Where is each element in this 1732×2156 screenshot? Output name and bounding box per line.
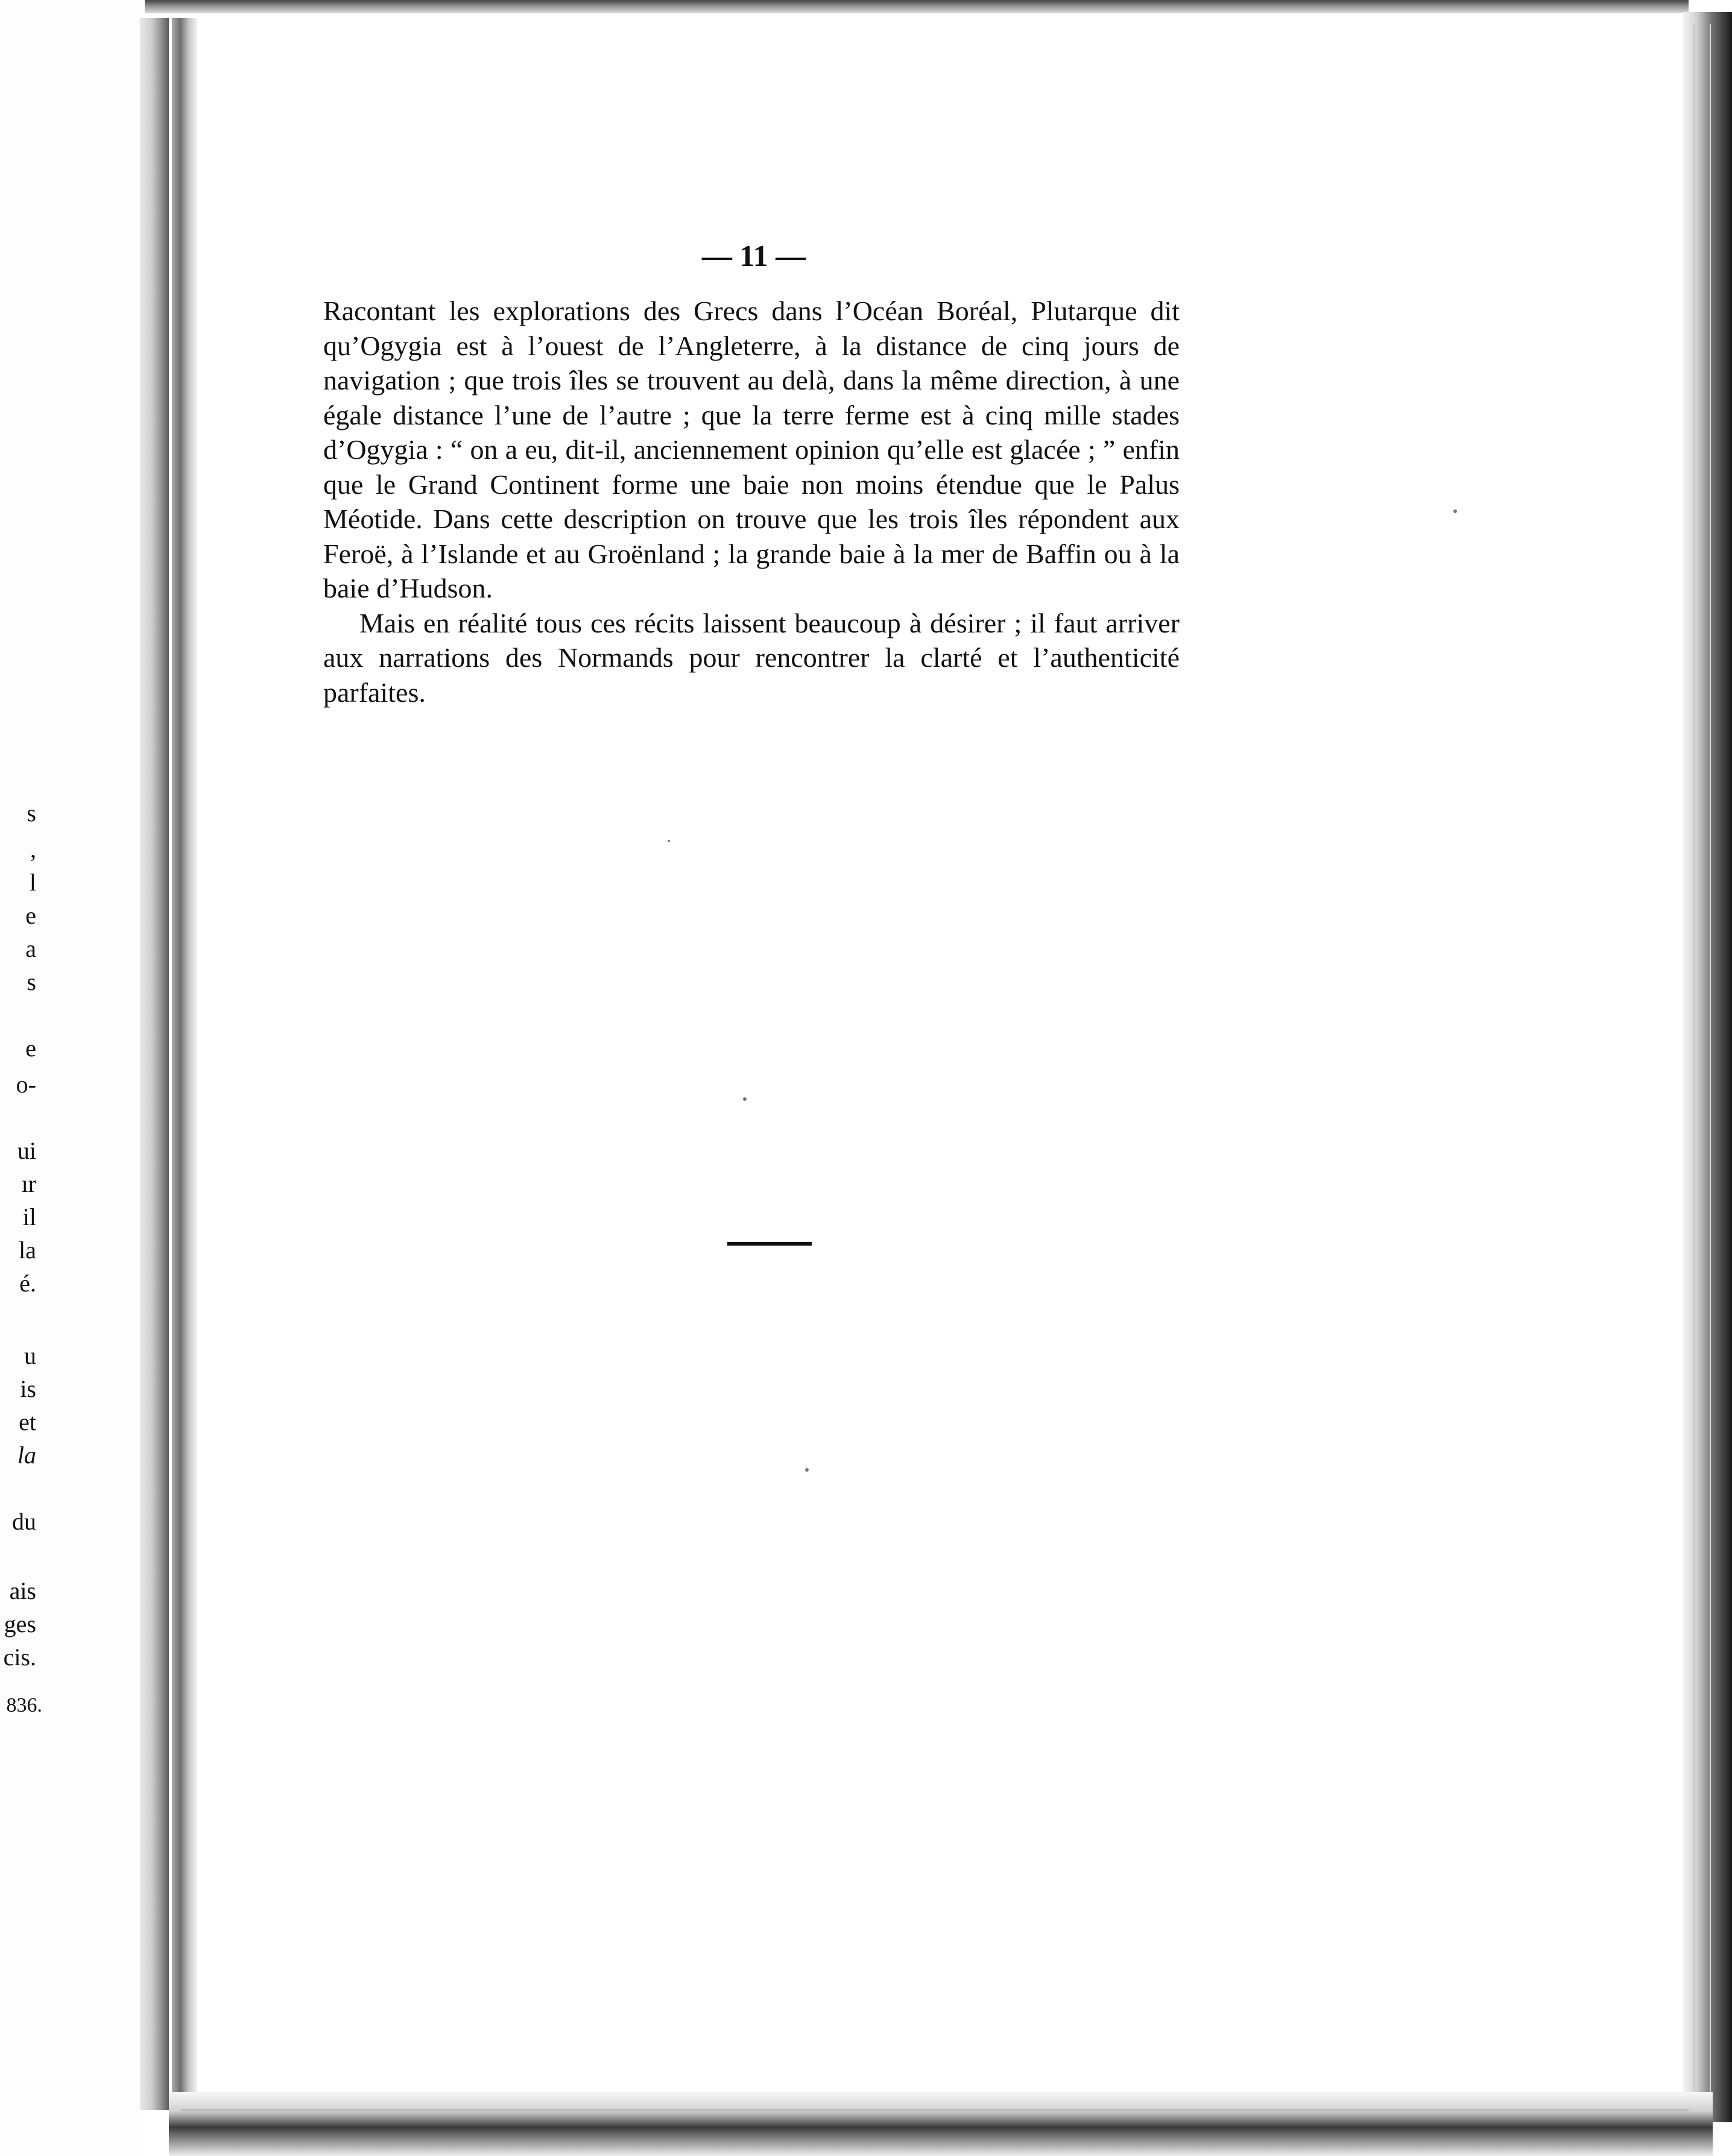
paper-speck xyxy=(668,840,670,842)
facing-page-text: is xyxy=(20,1375,36,1402)
facing-page-text: et xyxy=(19,1408,36,1436)
facing-page-text: ui xyxy=(17,1137,36,1164)
facing-page-text: a xyxy=(25,935,36,962)
facing-page-fragment xyxy=(0,0,140,2156)
facing-page-text: ır xyxy=(21,1170,36,1197)
facing-page-text: l xyxy=(29,869,36,896)
facing-page-text: e xyxy=(25,1035,36,1062)
paper-speck xyxy=(1453,509,1457,513)
facing-page-text: la xyxy=(19,1237,36,1264)
book-gutter xyxy=(140,18,169,2110)
facing-page-text: ais xyxy=(9,1577,36,1604)
page-number: — 11 — xyxy=(701,239,806,273)
page-bottom-edge xyxy=(169,2092,1713,2156)
facing-page-text: 836. xyxy=(6,1694,42,1716)
facing-page-text: la xyxy=(17,1442,36,1469)
facing-page-text: s xyxy=(27,799,36,827)
body-text xyxy=(323,294,1180,710)
facing-page-text: é. xyxy=(19,1270,36,1297)
facing-page-text: u xyxy=(24,1342,36,1369)
page-right-border xyxy=(1693,24,1711,2092)
gutter-shadow xyxy=(172,18,197,2110)
facing-page-text: s xyxy=(27,968,36,995)
facing-page-text: , xyxy=(30,836,36,863)
facing-page-text: ges xyxy=(4,1610,36,1637)
paper-speck xyxy=(805,1468,809,1472)
facing-page-text: e xyxy=(25,902,36,929)
facing-page-text: du xyxy=(12,1508,36,1535)
facing-page-text: il xyxy=(22,1203,36,1231)
paragraph: Racontant les explorations des Grecs dans l’Océan Boréal, Plutarque dit qu’Ogygia est à l’ouest de l’Angleterre, à la distance de cinq jours de navigation ; que trois îles se trouvent au delà, dans la même direction, à une égale distance l’une de l’autre ; que la terre ferme est à cinq mille stades d’Ogygia : “ on a eu, dit-il, anciennement opinion qu’elle est glacée ; ” enfin que le Grand Continent forme une baie non moins étendue que le Palus Méotide. Dans cette description on trouve que les trois îles répondent aux Feroë, à l’Islande et au Groënland ; la grande baie à la mer de Baffin ou à la baie d’Hudson. xyxy=(323,295,1180,604)
facing-page-text: o- xyxy=(16,1071,36,1098)
page-bottom-border xyxy=(181,2109,1689,2111)
facing-page-text: cis. xyxy=(3,1644,36,1671)
paper-speck xyxy=(743,1097,747,1101)
page-top-edge xyxy=(145,0,1689,13)
section-end-rule xyxy=(727,1242,812,1246)
paragraph: Mais en réalité tous ces récits laissent beaucoup à désirer ; il faut arriver aux narrations des Normands pour rencontrer la clarté et l’authenticité parfaites. xyxy=(323,607,1180,708)
